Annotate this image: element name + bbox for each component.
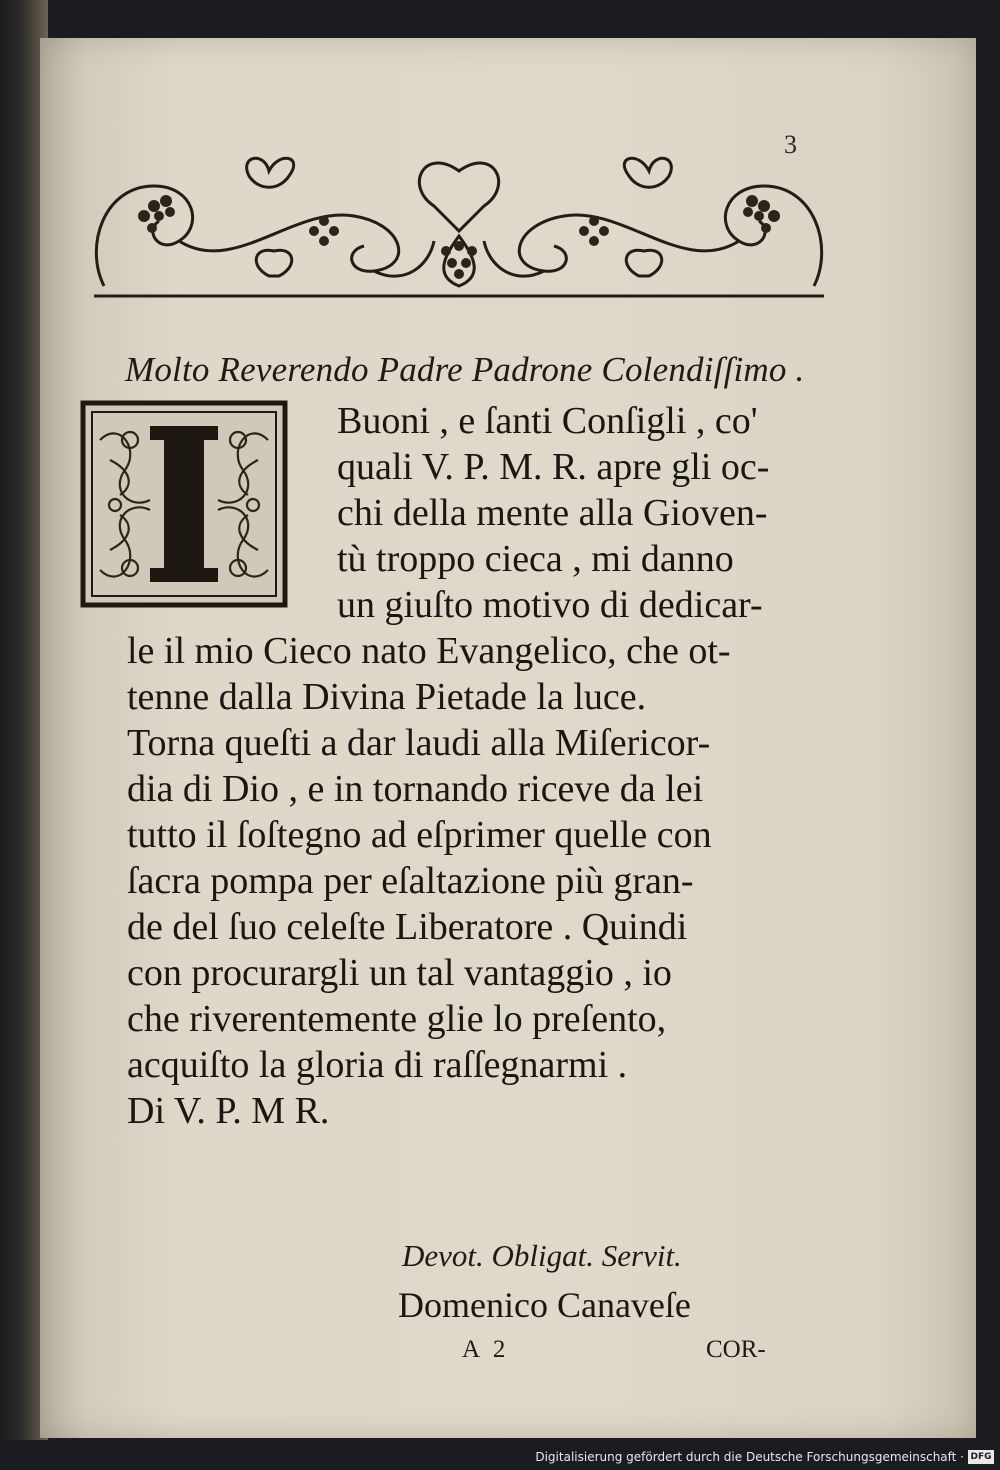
text-line: con procurargli un tal vantaggio , io	[127, 952, 672, 994]
text-line: le il mio Cieco nato Evangelico, che ot-	[127, 630, 731, 672]
text-line: un giuſto motivo di dedicar-	[337, 584, 763, 626]
text-line: quali V. P. M. R. apre gli oc-	[337, 446, 770, 488]
text-line: acquiſto la gloria di raſſegnarmi .	[127, 1044, 628, 1086]
page-number: 3	[784, 130, 797, 159]
footer-credit: Digitalisierung gefördert durch die Deutsche Forschungsgemeinschaft ·	[535, 1450, 964, 1464]
text-line: Di V. P. M R.	[127, 1090, 330, 1132]
signature-mark: A 2	[462, 1336, 510, 1363]
text-line: de del ſuo celeſte Liberatore . Quindi	[127, 906, 688, 948]
text-line: tù troppo cieca , mi danno	[337, 538, 734, 580]
text-line: tenne dalla Divina Pietade la luce.	[127, 676, 647, 718]
catchword: COR-	[706, 1336, 766, 1363]
text-line: che riverentemente glie lo preſento,	[127, 998, 667, 1040]
text-line: Torna queſti a dar laudi alla Miſericor-	[127, 722, 711, 764]
dfg-logo-icon: DFG	[968, 1450, 994, 1464]
headpiece-vine-ornament-icon	[74, 146, 844, 316]
signature-role: Devot. Obligat. Servit.	[402, 1238, 682, 1273]
text-line: ſacra pompa per eſaltazione più gran-	[127, 860, 694, 902]
salutation-line: Molto Reverendo Padre Padrone Colendiſſimo .	[125, 350, 805, 389]
decorated-initial-icon	[80, 400, 288, 608]
text-line: chi della mente alla Gioven-	[337, 492, 768, 534]
text-line: tutto il ſoſtegno ad eſprimer quelle con	[127, 814, 712, 856]
text-line: dia di Dio , e in tornando riceve da lei	[127, 768, 704, 810]
signature-name: Domenico Canaveſe	[398, 1285, 691, 1325]
text-line: Buoni , e ſanti Conſigli , co'	[337, 400, 758, 442]
